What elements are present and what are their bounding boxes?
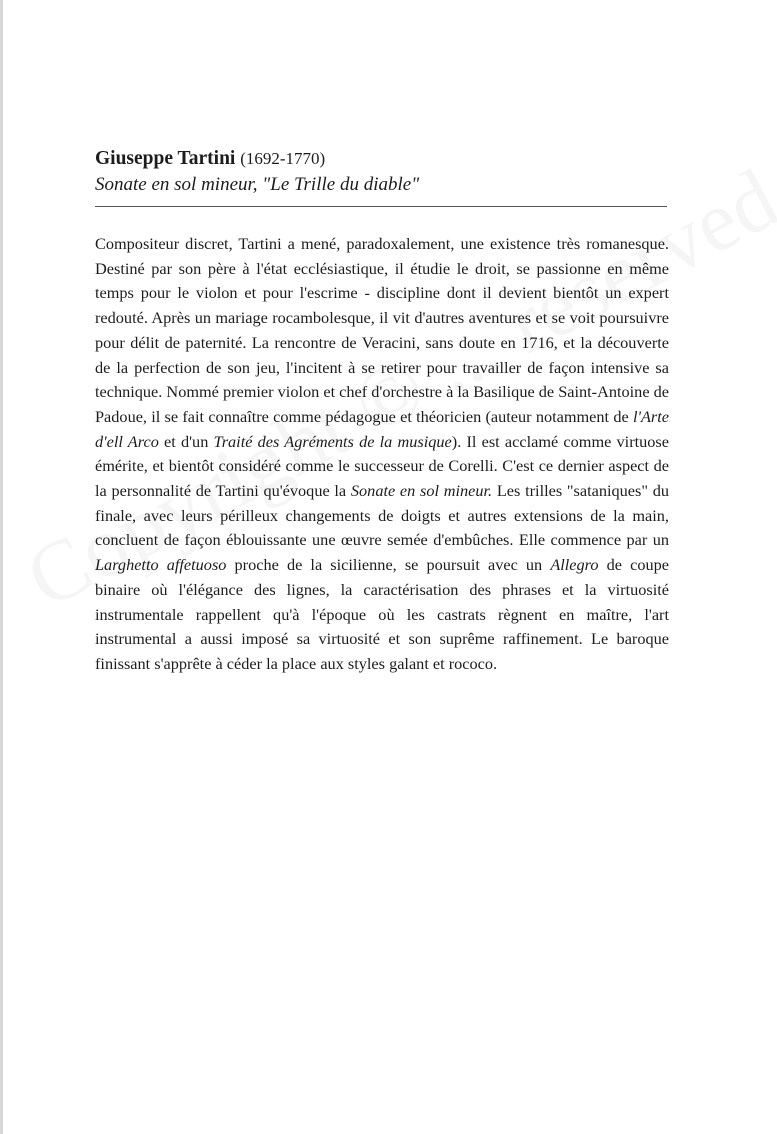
text-run: et d'un [158, 431, 214, 451]
italic-title-arte: l'Arte d'ell Arco [95, 406, 669, 451]
composer-line [95, 146, 667, 172]
text-run: ). Il est acclamé comme virtuose émérite, et bientôt considéré comme le successeur de Corelli. C'est ce dernier aspect de la personnalité de Tartini qu'évoque la [95, 431, 669, 501]
program-note-paragraph [95, 232, 669, 677]
italic-title-sonate: Sonate en sol mineur. [350, 481, 493, 501]
italic-title-traite: Traité des Agréments de la musique [213, 431, 452, 451]
italic-tempo-allegro: Allegro [550, 555, 599, 575]
composer-dates: (1692-1770) [240, 149, 326, 168]
composer-name: Giuseppe Tartini [95, 148, 236, 169]
text-run: de coupe binaire où l'élégance des lignes, la caractérisation des phrases et la virtuosité instrumentale rappellent qu'à l'époque où les castrats règnent en maître, l'art instrumental a aussi imposé sa virtuosité et son suprême raffinement. Le baroque finissant s'apprête à céder la place aux styles galant et rococo. [95, 555, 670, 673]
header-divider [95, 206, 667, 207]
page-edge [0, 0, 3, 1134]
piece-header [95, 146, 667, 198]
text-run: Compositeur discret, Tartini a mené, paradoxalement, une existence très romanesque. Destiné par son père à l'état ecclésiastique, il étudie le droit, se passionne en même temps pour le violon et pour l'escrime - discipline dont il devient bientôt un expert redouté. Après un mariage rocambolesque, il vit d'autres aventures et se voit poursuivre pour délit de paternité. La rencontre de Veracini, sans doute en 1716, et la découverte de la perfection de son jeu, l'incitent à se retirer pour travailler de façon intensive sa technique. Nommé premier violon et chef d'orchestre à la Basilique de Saint-Antoine de Padoue, il se fait connaître comme pédagogue et théoricien (auteur notamment de [95, 234, 669, 426]
text-run: proche de la sicilienne, se poursuit avec un [226, 555, 551, 575]
work-title: Sonate en sol mineur, "Le Trille du diable" [95, 174, 420, 195]
text-run: Les trilles "sataniques" du finale, avec leurs périlleux changements de doigts et autres extensions de la main, concluent de façon éblouissante une œuvre semée d'embûches. Elle commence par un [95, 481, 670, 550]
italic-tempo-larghetto: Larghetto affetuoso [95, 555, 227, 575]
